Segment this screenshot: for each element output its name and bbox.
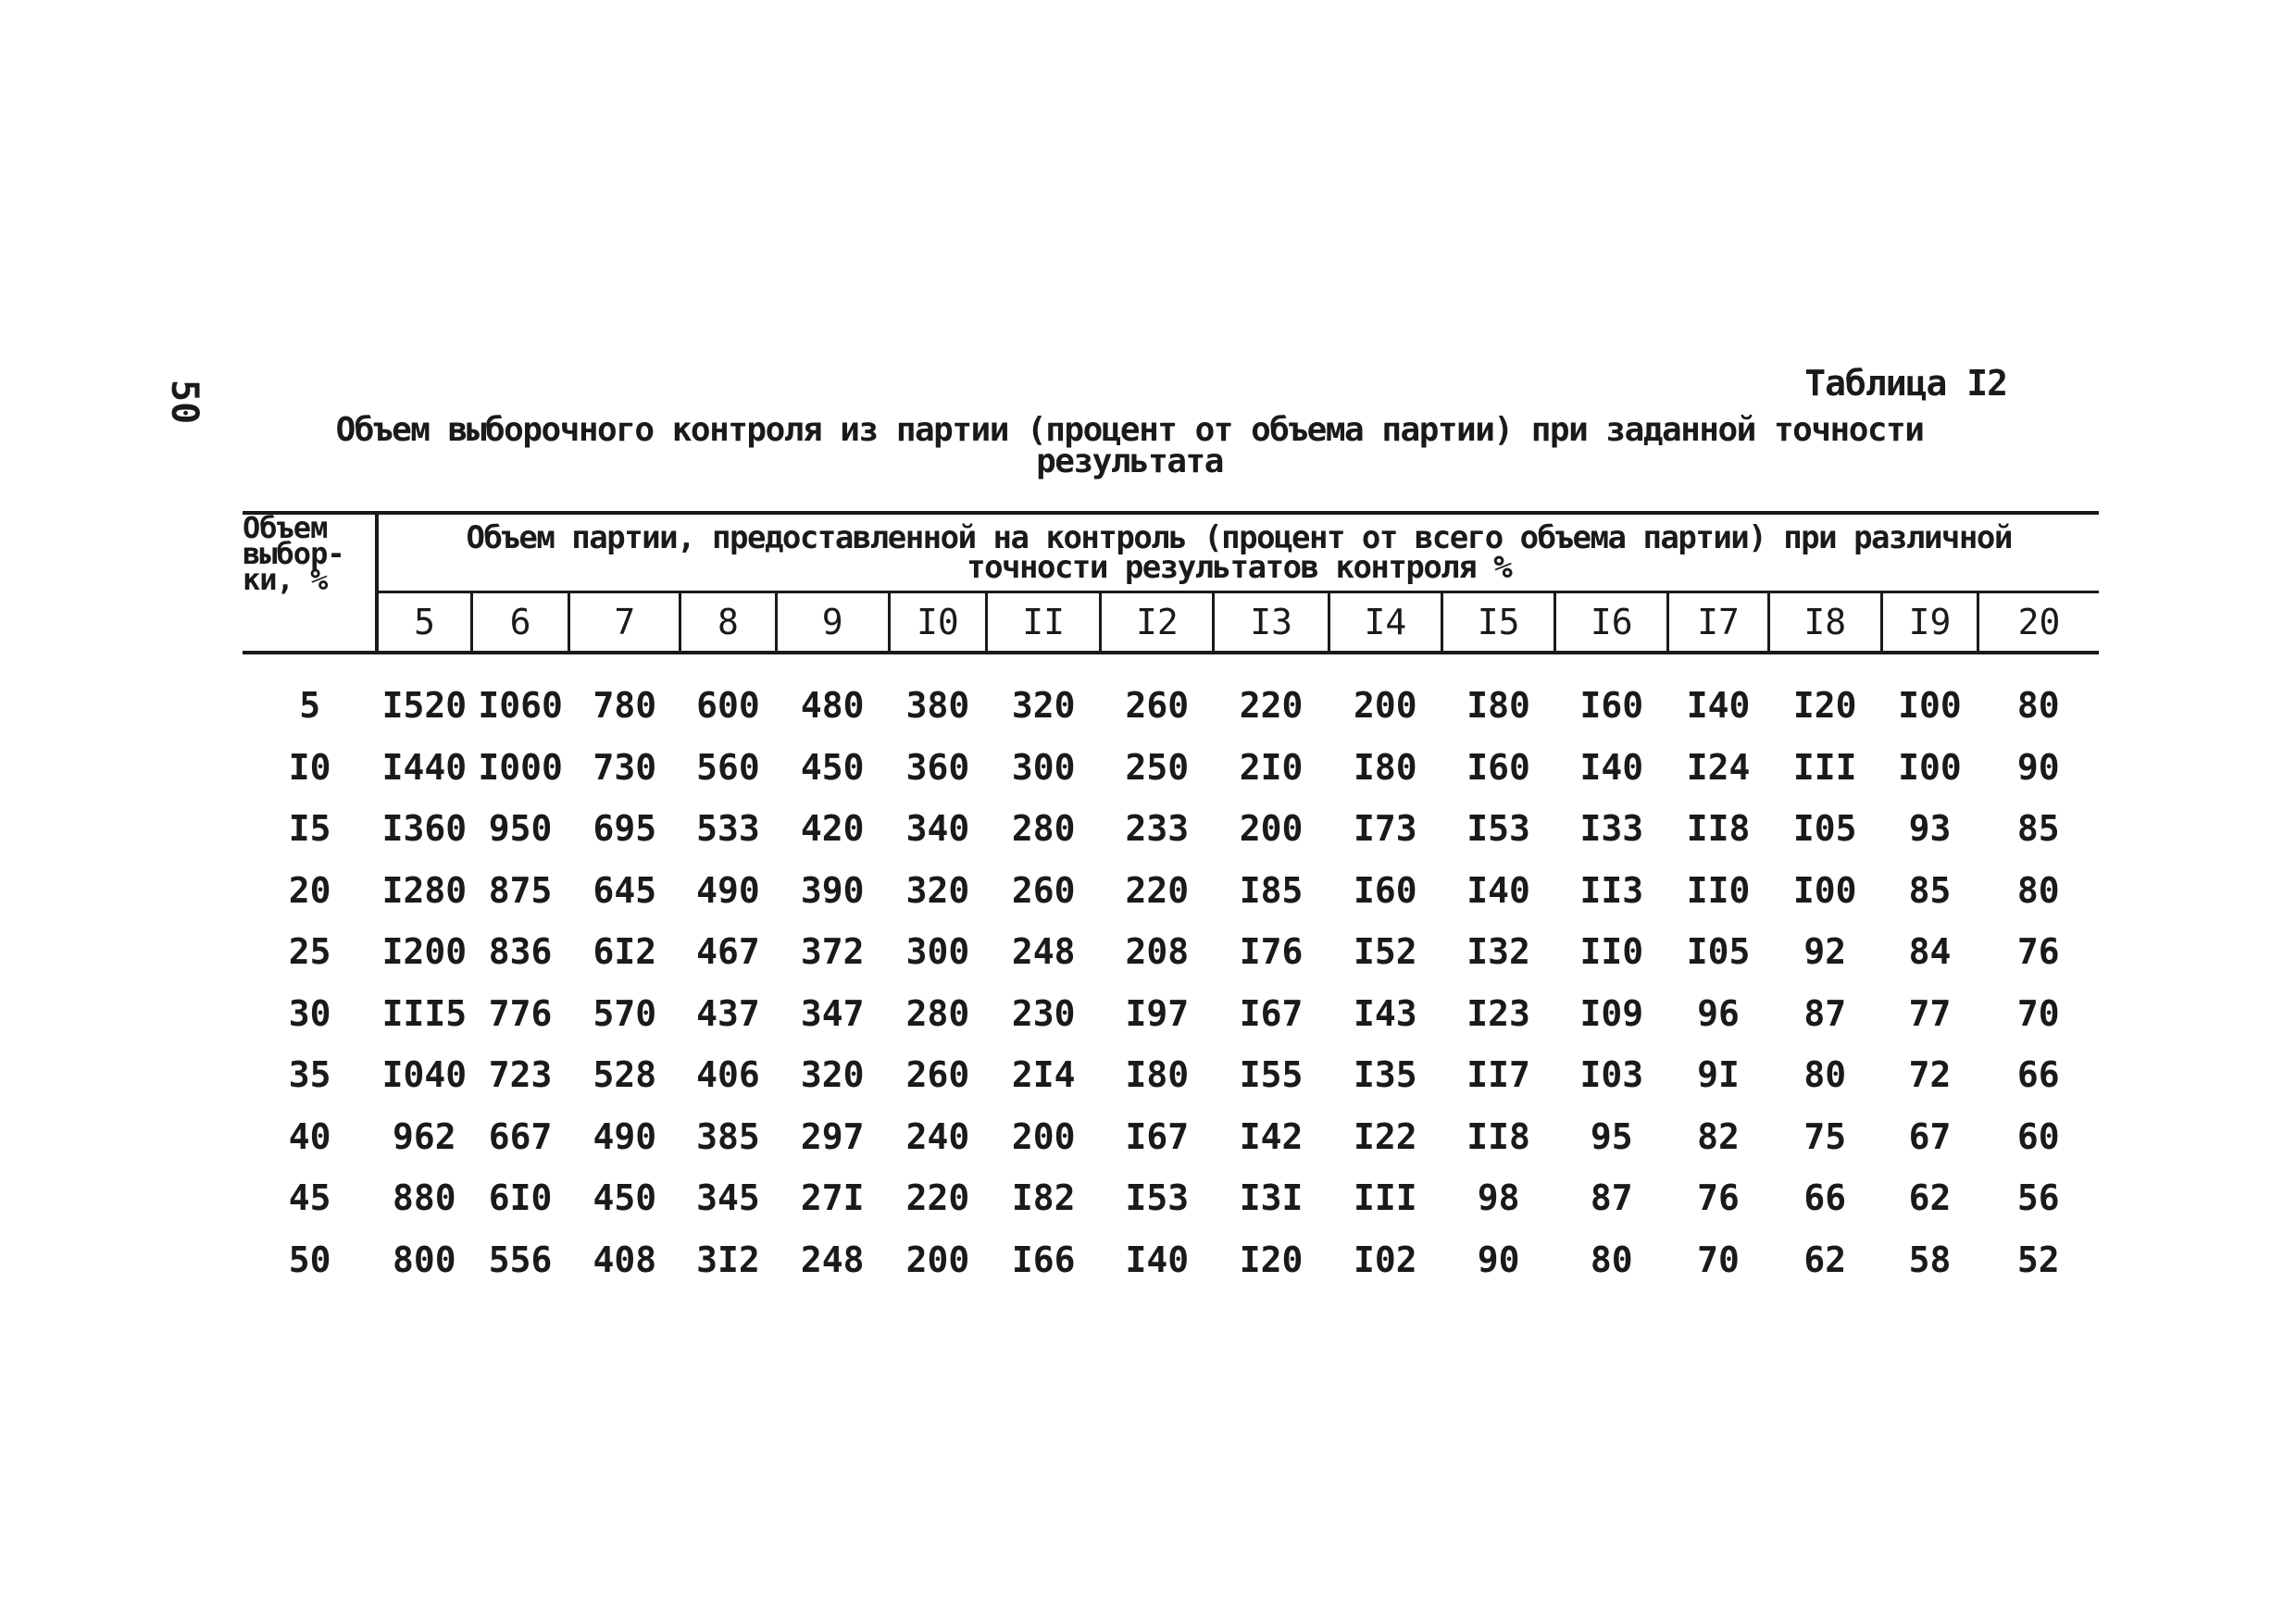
table-row <box>243 1229 2099 1291</box>
table-cell: 600 <box>696 685 760 727</box>
table-cell: 3I2 <box>696 1239 760 1280</box>
column-header: I4 <box>1329 592 1441 654</box>
group-header <box>377 513 2099 592</box>
table-cell: III <box>1792 746 1857 788</box>
table-cell: I20 <box>1792 685 1857 727</box>
table-cell: 200 <box>1239 808 1304 850</box>
table-cell: 280 <box>905 992 970 1034</box>
table-cell: 233 <box>1125 808 1190 850</box>
table-cell: I80 <box>1466 685 1530 727</box>
row-label: 45 <box>288 1177 331 1219</box>
table-cell: 82 <box>1697 1115 1740 1157</box>
table-cell: I20 <box>1239 1239 1304 1280</box>
table-cell: III <box>1354 1177 1417 1219</box>
table-cell: 248 <box>800 1239 865 1280</box>
table-cell: 80 <box>1803 1054 1847 1096</box>
table-cell: I60 <box>1354 869 1417 911</box>
table-cell: 300 <box>905 931 970 973</box>
table-cell: 570 <box>593 992 657 1034</box>
table-cell: I97 <box>1125 992 1190 1034</box>
table-cell: 730 <box>593 746 657 788</box>
table-cell: I00 <box>1898 746 1962 788</box>
table-cell: 60 <box>2016 1115 2060 1157</box>
data-table <box>243 511 2099 1290</box>
table-cell: 300 <box>1011 746 1076 788</box>
table-cell: I80 <box>1354 746 1417 788</box>
table-cell: 80 <box>1590 1239 1633 1280</box>
table-cell: 260 <box>905 1054 970 1096</box>
table-cell: 380 <box>905 685 970 727</box>
table-cell: 420 <box>800 808 865 850</box>
group-header-line-1: Объем партии, предоставленной на контроль (процент от всего объема партии) при различной <box>466 519 2012 556</box>
table-row <box>243 1106 2099 1168</box>
column-header: I6 <box>1555 592 1668 654</box>
table-cell: 66 <box>2016 1054 2060 1096</box>
table-cell: 76 <box>1697 1177 1740 1219</box>
column-header: 9 <box>776 592 889 654</box>
table-cell: 340 <box>905 808 970 850</box>
table-cell: 280 <box>1011 808 1076 850</box>
row-header-line-2: выбор- <box>243 536 344 571</box>
table-cell: 2I4 <box>1011 1054 1076 1096</box>
table-cell: 200 <box>1011 1115 1076 1157</box>
table-cell: 480 <box>800 685 865 727</box>
table-cell: 560 <box>696 746 760 788</box>
table-cell: I76 <box>1239 931 1304 973</box>
table-cell: 533 <box>696 808 760 850</box>
table-cell: I85 <box>1239 869 1304 911</box>
table-cell: I060 <box>478 685 563 727</box>
row-header <box>243 510 377 653</box>
table-cell: 85 <box>2016 808 2060 850</box>
table-row <box>243 737 2099 799</box>
header-row-group <box>243 513 2099 592</box>
table-cell: I05 <box>1686 931 1751 973</box>
column-header: II <box>987 592 1101 654</box>
table-cell: II8 <box>1466 1115 1530 1157</box>
table-cell: 950 <box>488 808 553 850</box>
table-cell: 70 <box>2016 992 2060 1034</box>
table-cell: 56 <box>2016 1177 2060 1219</box>
row-label: 5 <box>299 685 321 727</box>
table-cell: 248 <box>1011 931 1076 973</box>
table-cell: 875 <box>488 869 553 911</box>
table-cell: 58 <box>1908 1239 1952 1280</box>
table-cell: 320 <box>800 1054 865 1096</box>
table-cell: I67 <box>1239 992 1304 1034</box>
table-cell: 87 <box>1590 1177 1633 1219</box>
caption-line-1: Объем выборочного контроля из партии (процент от объема партии) при заданной точности <box>335 411 1924 449</box>
table-cell: I32 <box>1466 931 1530 973</box>
table-cell: 360 <box>905 746 970 788</box>
table-cell: II0 <box>1579 931 1644 973</box>
table-cell: 66 <box>1803 1177 1847 1219</box>
table-cell: I60 <box>1466 746 1530 788</box>
table-cell: 437 <box>696 992 760 1034</box>
table-cell: 836 <box>488 931 553 973</box>
table-cell: II0 <box>1686 869 1751 911</box>
table-row <box>243 653 2099 737</box>
table-cell: 220 <box>1239 685 1304 727</box>
table-cell: 98 <box>1477 1177 1520 1219</box>
row-label: I0 <box>288 746 331 788</box>
table-cell: I66 <box>1011 1239 1076 1280</box>
table-cell: III5 <box>381 992 468 1034</box>
table-cell: I67 <box>1125 1115 1190 1157</box>
table-cell: II7 <box>1466 1054 1530 1096</box>
table-cell: I40 <box>1579 746 1644 788</box>
table-cell: 62 <box>1803 1239 1847 1280</box>
table-cell: II8 <box>1686 808 1751 850</box>
table-cell: I80 <box>1125 1054 1190 1096</box>
table-cell: 200 <box>905 1239 970 1280</box>
table-cell: 87 <box>1803 992 1847 1034</box>
column-header: I7 <box>1668 592 1768 654</box>
table-cell: 84 <box>1908 931 1952 973</box>
table-cell: I60 <box>1579 685 1644 727</box>
table-cell: 67 <box>1908 1115 1952 1157</box>
table-cell: 297 <box>800 1115 865 1157</box>
row-header-line-1: Объем <box>243 510 328 545</box>
table-cell: 208 <box>1125 931 1190 973</box>
table-cell: 528 <box>593 1054 657 1096</box>
table-cell: 490 <box>593 1115 657 1157</box>
table-cell: 9I <box>1697 1054 1740 1096</box>
table-cell: 390 <box>800 869 865 911</box>
table-cell: 6I2 <box>593 931 657 973</box>
table-cell: 75 <box>1803 1115 1847 1157</box>
table-cell: 695 <box>593 808 657 850</box>
table-cell: I82 <box>1011 1177 1076 1219</box>
table-cell: I05 <box>1792 808 1857 850</box>
table-cell: 450 <box>800 746 865 788</box>
table-cell: I280 <box>381 869 468 911</box>
table-cell: I52 <box>1354 931 1417 973</box>
table-row <box>243 1044 2099 1106</box>
column-header: 20 <box>1978 592 2099 654</box>
table-cell: 372 <box>800 931 865 973</box>
row-label: 20 <box>288 869 331 911</box>
table-cell: I00 <box>1792 869 1857 911</box>
table-cell: 220 <box>905 1177 970 1219</box>
table-cell: 52 <box>2016 1239 2060 1280</box>
table-cell: 250 <box>1125 746 1190 788</box>
column-header: 6 <box>471 592 568 654</box>
table-cell: 80 <box>2016 869 2060 911</box>
column-header: I9 <box>1881 592 1978 654</box>
table-caption <box>306 411 1953 480</box>
table-cell: I55 <box>1239 1054 1304 1096</box>
column-header: 5 <box>377 592 471 654</box>
table-cell: 220 <box>1125 869 1190 911</box>
table-cell: I3I <box>1239 1177 1304 1219</box>
table-cell: I43 <box>1354 992 1417 1034</box>
table-cell: I40 <box>1466 869 1530 911</box>
table-cell: 70 <box>1697 1239 1740 1280</box>
table-cell: 320 <box>905 869 970 911</box>
table-cell: 76 <box>2016 931 2060 973</box>
table-cell: 467 <box>696 931 760 973</box>
table-cell: 556 <box>488 1239 553 1280</box>
table-cell: I73 <box>1354 808 1417 850</box>
row-label: 50 <box>288 1239 331 1280</box>
table-row <box>243 860 2099 922</box>
table-cell: I040 <box>381 1054 468 1096</box>
table-cell: 723 <box>488 1054 553 1096</box>
table-cell: 962 <box>393 1115 456 1157</box>
table-cell: 96 <box>1697 992 1740 1034</box>
table-cell: 645 <box>593 869 657 911</box>
group-header-line-2: точности результатов контроля % <box>967 549 1512 586</box>
page-number: 50 <box>163 380 206 425</box>
table-cell: I42 <box>1239 1115 1304 1157</box>
table-cell: I440 <box>381 746 468 788</box>
table-cell: I200 <box>381 931 468 973</box>
table-cell: I35 <box>1354 1054 1417 1096</box>
table-cell: I000 <box>478 746 563 788</box>
table-cell: 77 <box>1908 992 1952 1034</box>
table-cell: 72 <box>1908 1054 1952 1096</box>
table-cell: 260 <box>1125 685 1190 727</box>
table-cell: 450 <box>593 1177 657 1219</box>
table-cell: 27I <box>800 1177 865 1219</box>
table-cell: 2I0 <box>1239 746 1304 788</box>
table-cell: 95 <box>1590 1115 1633 1157</box>
table-cell: 780 <box>593 685 657 727</box>
table-label: Таблица I2 <box>1804 363 2007 404</box>
table-cell: I520 <box>381 685 468 727</box>
table-body <box>243 653 2099 1290</box>
column-header: 7 <box>569 592 680 654</box>
table-cell: I360 <box>381 808 468 850</box>
table-cell: 667 <box>488 1115 553 1157</box>
table-cell: 240 <box>905 1115 970 1157</box>
table-cell: I40 <box>1125 1239 1190 1280</box>
column-header: I8 <box>1768 592 1881 654</box>
caption-line-2: результата <box>1036 442 1223 480</box>
table-cell: 345 <box>696 1177 760 1219</box>
table-cell: 385 <box>696 1115 760 1157</box>
table-cell: I33 <box>1579 808 1644 850</box>
column-header: I0 <box>889 592 986 654</box>
row-label: I5 <box>288 808 331 850</box>
table-cell: I53 <box>1125 1177 1190 1219</box>
table-cell: 408 <box>593 1239 657 1280</box>
row-label: 35 <box>288 1054 331 1096</box>
table-row <box>243 1167 2099 1229</box>
table-cell: I23 <box>1466 992 1530 1034</box>
table-cell: 320 <box>1011 685 1076 727</box>
table-cell: I24 <box>1686 746 1751 788</box>
table-row <box>243 921 2099 983</box>
column-header: I3 <box>1214 592 1329 654</box>
table-cell: 406 <box>696 1054 760 1096</box>
table-row <box>243 798 2099 860</box>
table-cell: 490 <box>696 869 760 911</box>
table-cell: 260 <box>1011 869 1076 911</box>
table-cell: 92 <box>1803 931 1847 973</box>
table-cell: 80 <box>2016 685 2060 727</box>
row-label: 40 <box>288 1115 331 1157</box>
row-label: 30 <box>288 992 331 1034</box>
table-cell: 230 <box>1011 992 1076 1034</box>
column-header: 8 <box>680 592 776 654</box>
table-cell: I09 <box>1579 992 1644 1034</box>
table-cell: 347 <box>800 992 865 1034</box>
table-cell: I22 <box>1354 1115 1417 1157</box>
table-cell: 85 <box>1908 869 1952 911</box>
table-cell: I03 <box>1579 1054 1644 1096</box>
table-cell: 90 <box>2016 746 2060 788</box>
table-cell: I53 <box>1466 808 1530 850</box>
table-cell: 800 <box>393 1239 456 1280</box>
table-row <box>243 983 2099 1045</box>
table-cell: I00 <box>1898 685 1962 727</box>
table-cell: II3 <box>1579 869 1644 911</box>
table-cell: 93 <box>1908 808 1952 850</box>
table-cell: I02 <box>1354 1239 1417 1280</box>
table-cell: 90 <box>1477 1239 1520 1280</box>
table-cell: 200 <box>1354 685 1417 727</box>
column-header: I2 <box>1101 592 1214 654</box>
column-header: I5 <box>1441 592 1554 654</box>
table-cell: 776 <box>488 992 553 1034</box>
table-cell: I40 <box>1686 685 1751 727</box>
row-label: 25 <box>288 931 331 973</box>
table-cell: 6I0 <box>488 1177 553 1219</box>
row-header-line-3: ки, % <box>243 562 328 597</box>
table-cell: 880 <box>393 1177 456 1219</box>
table-cell: 62 <box>1908 1177 1952 1219</box>
header-row-columns <box>243 592 2099 654</box>
